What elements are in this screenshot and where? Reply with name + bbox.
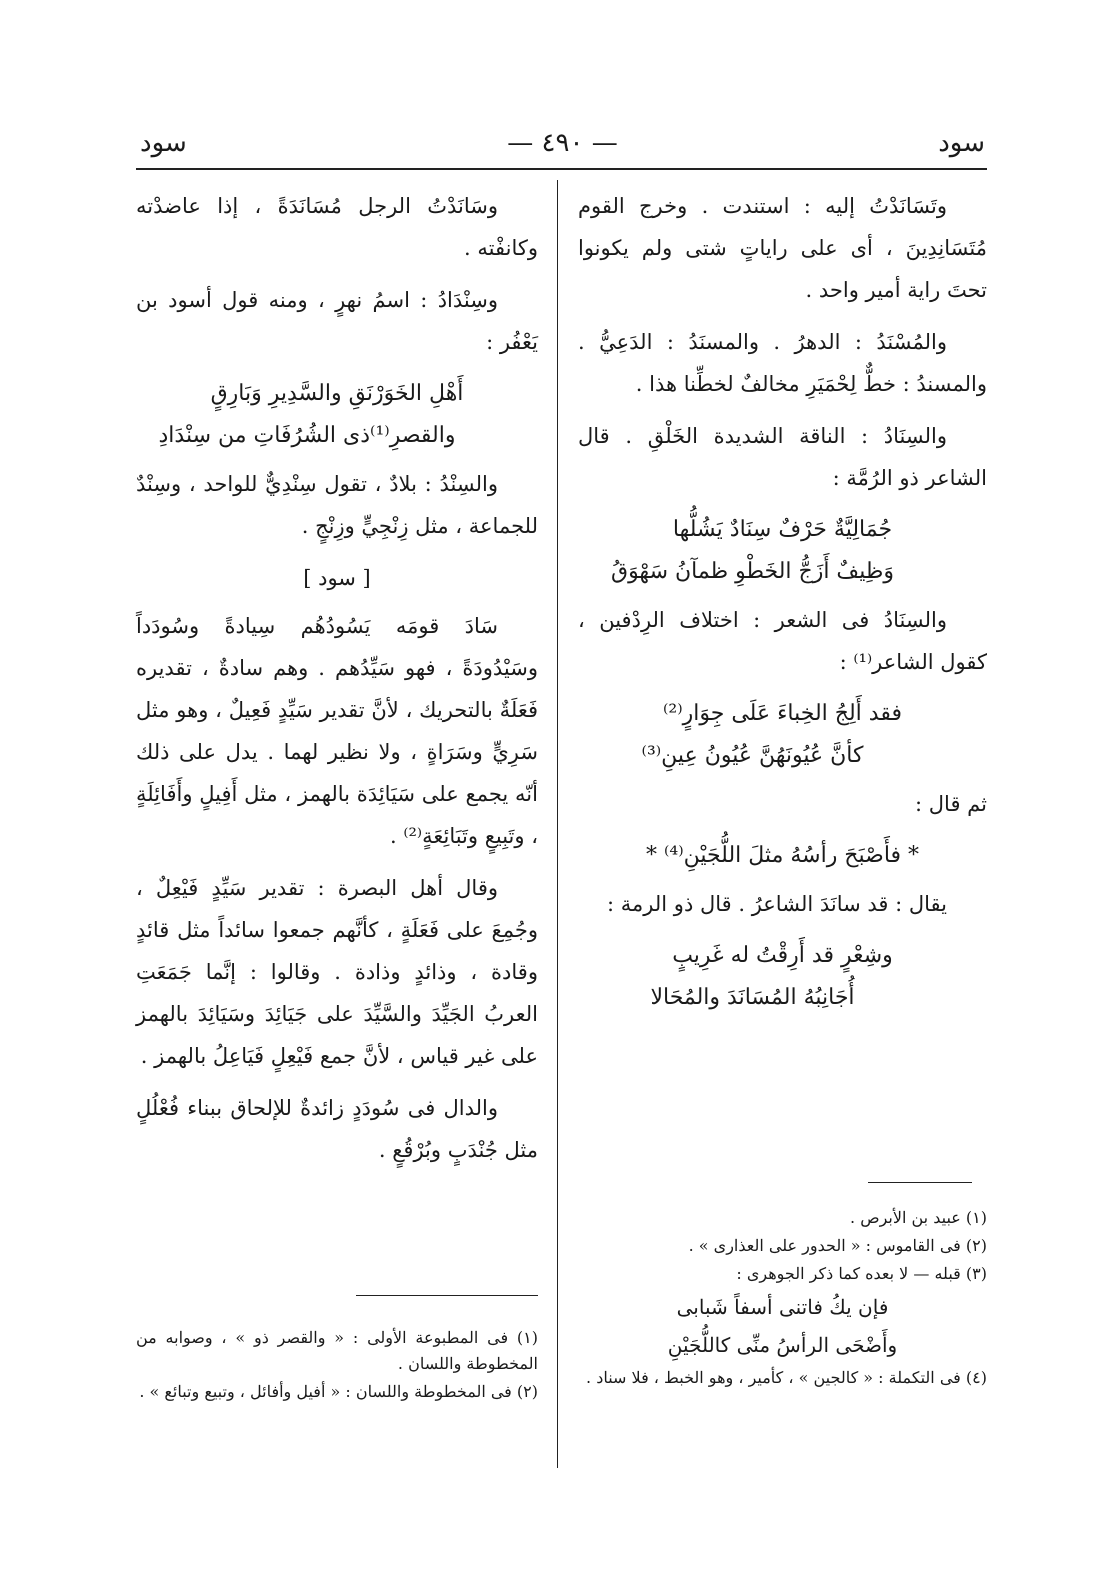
page-header [140, 128, 985, 168]
paragraph: والسِنْدُ : بلادٌ ، تقول سِنْدِيٌّ للواحد ، وسِنْدٌ للجماعة ، مثل زِنْجِيٍّ وزِنْجٍ . [136, 472, 538, 538]
paragraph: سَادَ قومَه يَسُودُهُم سِيادةً وسُودَداً وسَيْدُودَةً ، فهو سَيِّدُهم . وهم سادةٌ ، تقديره فَعَلَةٌ بالتحريك ، لأنَّ تقدير سَيِّدٍ فَعِيلٌ ، وهو مثل سَرِيٍّ وسَرَاةٍ ، ولا نظير لهما . يدل على ذلك أنّه يجمع على سَيَائِدَة بالهمز ، مثل أَفِيلٍ وأَفَائِلَةٍ ، وتَبِيعٍ وتَبَائِعَةٍ⁽²⁾ . [136, 614, 538, 848]
verse [578, 509, 987, 593]
verse-hemistich: جُمَالِيَّةٌ حَرْفٌ سِنَادٌ يَشُلُّها [672, 517, 893, 542]
verse [578, 835, 987, 877]
header-rule [136, 168, 987, 170]
footnote: (٣) قبله — لا بعده كما ذكر الجوهرى : [736, 1264, 987, 1283]
header-root-right: سود [938, 128, 985, 158]
footnote-verse: وأَضْحَى الرأسُ منِّى كاللُّجَيْنِ [667, 1333, 898, 1357]
verse-hemistich: وَظِيفٌ أَزَجُّ الخَطْوِ ظمآنُ سَهْوَقُ [611, 559, 894, 584]
footnote: (١) عبيد بن الأبرص . [850, 1208, 987, 1227]
footnote: (٢) فى القاموس : « الحدور على العذارى » . [688, 1236, 987, 1255]
paragraph: والسِنَادُ فى الشعر : اختلاف الرِدْفين ، كقول الشاعر⁽¹⁾ : [578, 608, 987, 674]
verse-hemistich: والقصرِ⁽¹⁾ذى الشُرُفَاتِ من سِنْدَادِ [158, 423, 456, 448]
paragraph: وقال أهل البصرة : تقدير سَيِّدٍ فَيْعِلٌ ، وجُمِعَ على فَعَلَةٍ ، كأنَّهم جمعوا سائداً مثل قائدٍ وقادة ، وذائدٍ وذادة . وقالوا : إنَّما جَمَعَتِ العربُ الجَيِّدَ والسَّيِّدَ على جَيَائِدَ وسَيَائِدَ بالهمز على غير قياس ، لأنَّ جمع فَيْعِلٍ فَيَاعِلُ بالهمز . [136, 876, 538, 1068]
paragraph: والدال فى سُودَدٍ زائدةٌ للإلحاق ببناء فُعْلُلٍ مثل جُنْدَبٍ وبُرْقُعٍ . [136, 1096, 538, 1162]
page-number: — ٤٩٠ — [507, 128, 618, 158]
footnote-verse: فإن يكُ فاتنى أسفاً شَبابى [676, 1295, 889, 1319]
footnote: (٢) فى المخطوطة واللسان : « أفيل وأفائل ، وتبيع وتبائع » . [139, 1382, 538, 1401]
verse-hemistich: وشِعْرٍ قد أَرِقْتُ له غَرِيبٍ [672, 943, 893, 968]
paragraph: وسِنْدَادُ : اسمُ نهرٍ ، ومنه قول أسود بن يَعْفُر : [136, 288, 538, 354]
section-title: [ سود ] [303, 566, 371, 590]
paragraph: يقال : قد سانَدَ الشاعرُ . قال ذو الرمة : [607, 892, 947, 916]
footnote-rule [356, 1295, 538, 1296]
paragraph: وتَسَانَدْتُ إليه : استندت . وخرج القوم مُتَسَانِدِينَ ، أى على راياتٍ شتى ولم يكونوا تحتَ راية أمير واحد . [578, 194, 987, 302]
header-root-left: سود [140, 128, 187, 158]
right-footnotes [578, 1205, 987, 1393]
paragraph: ثم قال : [915, 792, 987, 816]
left-column [136, 185, 538, 1181]
verse-hemistich: كأنَّ عُيُونَهُنَّ عُيُونُ عِينِ⁽³⁾ [641, 743, 864, 768]
verse-hemistich: أَهْلِ الخَوَرْنَقِ والسَّدِيرِ وَبَارِقٍ [210, 381, 464, 406]
right-column [578, 185, 987, 1025]
verse [578, 693, 987, 777]
column-separator [557, 180, 558, 1468]
paragraph: وسَانَدْتُ الرجل مُسَانَدَةً ، إذا عاضدْته وكانفْته . [136, 194, 538, 260]
footnote: (١) فى المطبوعة الأولى : « والقصر ذو » ، وصوابه من المخطوطة واللسان . [136, 1328, 538, 1373]
verse-hemistich: فقد أَلِجُ الخِباءَ عَلَى جِوَارٍ⁽²⁾ [663, 701, 902, 726]
verse [578, 935, 987, 1019]
paragraph: والمُسْنَدُ : الدهرُ . والمسنَدُ : الدَعِيُّ . والمسندُ : خطٌّ لِحْمَيَرِ مخالفٌ لخطِّنا هذا . [578, 330, 987, 396]
verse [136, 373, 538, 457]
verse-hemistich: * فأَصْبَحَ رأسُهُ مثلَ اللُّجَيْنِ⁽⁴⁾ * [645, 843, 920, 868]
paragraph: والسِنَادُ : الناقة الشديدة الخَلْقِ . قال الشاعر ذو الرُمَّة : [578, 424, 987, 490]
footnote-rule [868, 1182, 972, 1183]
verse-hemistich: أُجَانِبُهُ المُسَانَدَ والمُحَالا [650, 985, 855, 1010]
left-footnotes [136, 1325, 538, 1407]
footnote: (٤) فى التكملة : « كالجين » ، كأمير ، وهو الخبط ، فلا سناد . [586, 1368, 987, 1387]
